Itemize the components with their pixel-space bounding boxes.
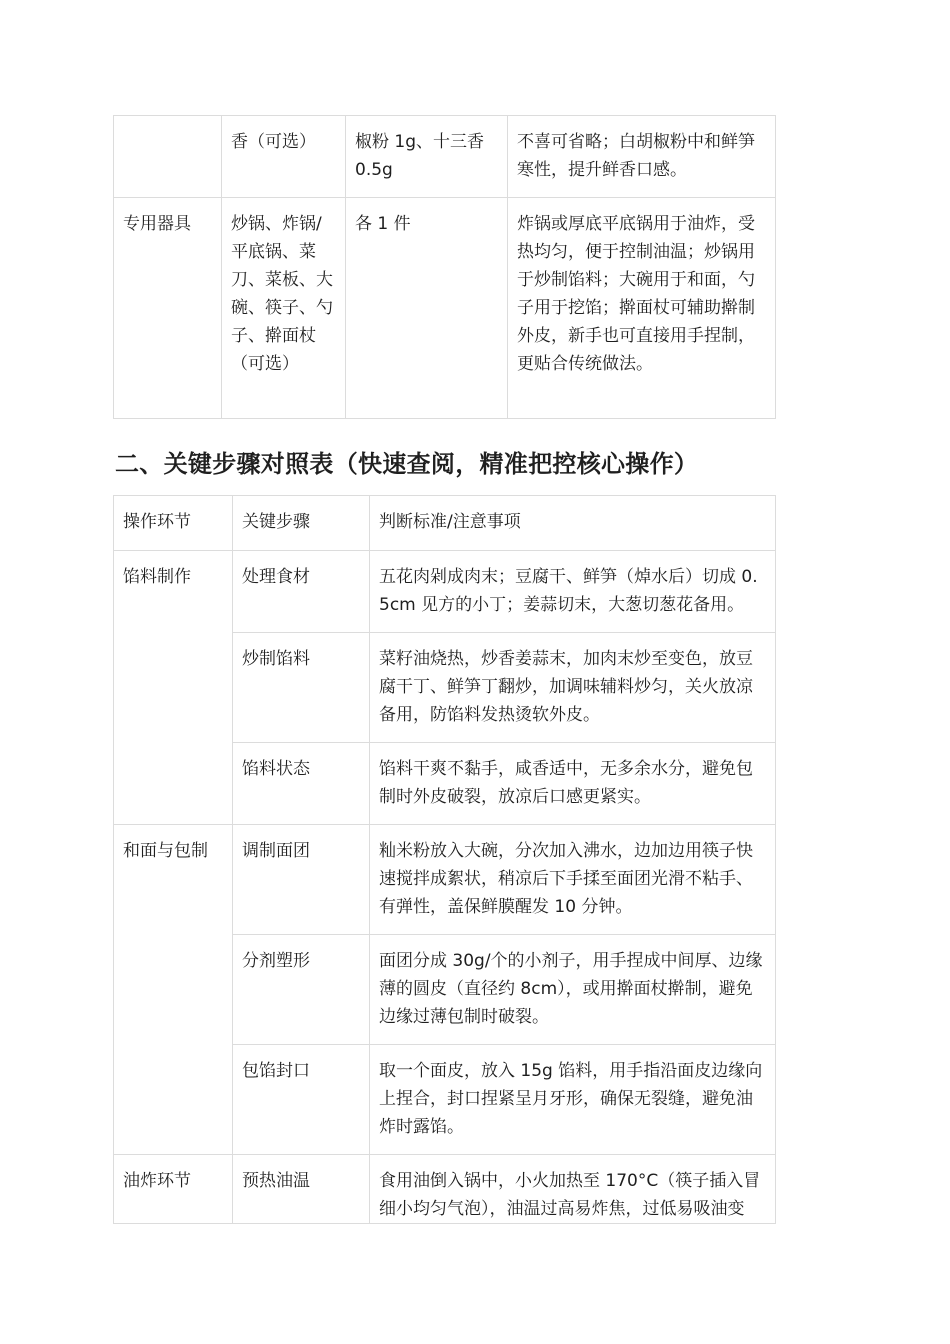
- table-row: [114, 551, 776, 633]
- table-cell: 各 1 件: [346, 198, 508, 419]
- detail-cell: 食用油倒入锅中，小火加热至 170°C（筷子插入冒细小均匀气泡），油温过高易炸焦，过低易吸油变: [370, 1155, 776, 1224]
- table-row: [114, 825, 776, 935]
- step-cell: 预热油温: [233, 1155, 370, 1224]
- stage-cell: 和面与包制: [114, 825, 233, 1155]
- ingredients-table: [113, 115, 776, 419]
- column-header: 操作环节: [114, 496, 233, 551]
- step-cell: 分剂塑形: [233, 935, 370, 1045]
- table-cell: 不喜可省略；白胡椒粉中和鲜笋寒性，提升鲜香口感。: [508, 116, 776, 198]
- table-header-row: [114, 496, 776, 551]
- step-cell: 炒制馅料: [233, 633, 370, 743]
- column-header: 判断标准/注意事项: [370, 496, 776, 551]
- table-cell: 炒锅、炸锅/平底锅、菜刀、菜板、大碗、筷子、勺子、擀面杖（可选）: [222, 198, 346, 419]
- detail-cell: 面团分成 30g/个的小剂子，用手捏成中间厚、边缘薄的圆皮（直径约 8cm），或用擀面杖擀制，避免边缘过薄包制时破裂。: [370, 935, 776, 1045]
- section-heading: 二、关键步骤对照表（快速查阅，精准把控核心操作）: [115, 450, 699, 478]
- table-cell: 香（可选）: [222, 116, 346, 198]
- detail-cell: 取一个面皮，放入 15g 馅料，用手指沿面皮边缘向上捏合，封口捏紧呈月牙形，确保无裂缝，避免油炸时露馅。: [370, 1045, 776, 1155]
- table-cell: 椒粉 1g、十三香 0.5g: [346, 116, 508, 198]
- detail-cell: 籼米粉放入大碗，分次加入沸水，边加边用筷子快速搅拌成絮状，稍凉后下手揉至面团光滑不粘手、有弹性，盖保鲜膜醒发 10 分钟。: [370, 825, 776, 935]
- stage-cell: 馅料制作: [114, 551, 233, 825]
- detail-cell: 菜籽油烧热，炒香姜蒜末，加肉末炒至变色，放豆腐干丁、鲜笋丁翻炒，加调味辅料炒匀，关火放凉备用，防馅料发热烫软外皮。: [370, 633, 776, 743]
- step-cell: 调制面团: [233, 825, 370, 935]
- detail-cell: 五花肉剁成肉末；豆腐干、鲜笋（焯水后）切成 0.5cm 见方的小丁；姜蒜切末，大葱切葱花备用。: [370, 551, 776, 633]
- stage-cell: 油炸环节: [114, 1155, 233, 1224]
- step-cell: 处理食材: [233, 551, 370, 633]
- table-cell: 专用器具: [114, 198, 222, 419]
- table-cell: 炸锅或厚底平底锅用于油炸，受热均匀，便于控制油温；炒锅用于炒制馅料；大碗用于和面，勺子用于挖馅；擀面杖可辅助擀制外皮，新手也可直接用手捏制，更贴合传统做法。: [508, 198, 776, 419]
- key-steps-table: [113, 495, 776, 1224]
- step-cell: 馅料状态: [233, 743, 370, 825]
- table-cell: [114, 116, 222, 198]
- table-row: [114, 1155, 776, 1224]
- detail-cell: 馅料干爽不黏手，咸香适中，无多余水分，避免包制时外皮破裂，放凉后口感更紧实。: [370, 743, 776, 825]
- column-header: 关键步骤: [233, 496, 370, 551]
- table-row: [114, 116, 776, 198]
- table-row: [114, 198, 776, 419]
- step-cell: 包馅封口: [233, 1045, 370, 1155]
